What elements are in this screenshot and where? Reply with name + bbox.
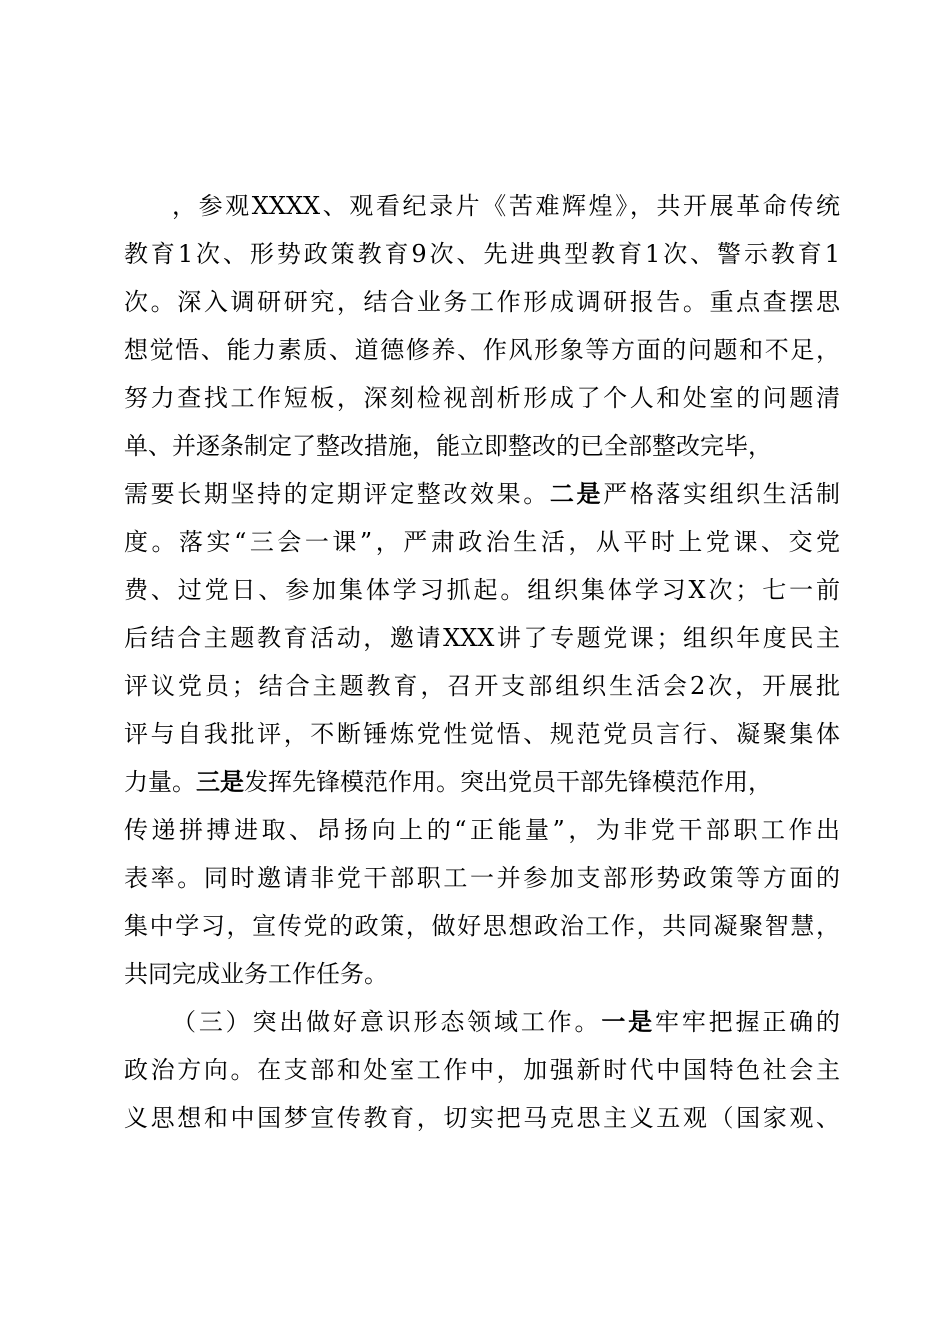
text-line: ，参观XXXX、观看纪录片《苦难辉煌》，共开展革命传统 <box>172 192 840 220</box>
section-heading: （三）突出做好意识形态领域工作。 <box>172 1008 602 1036</box>
emphasis-label: 一是 <box>601 1007 656 1036</box>
text-line: 评议党员；结合主题教育，召开支部组织生活会2次，开展批 <box>124 672 840 700</box>
text-run: 严格落实组织生活制 <box>603 480 840 508</box>
text-line: 共同完成业务工作任务。 <box>124 960 388 988</box>
text-run: 力量。 <box>124 768 196 796</box>
text-run: 需要长期坚持的定期评定整改效果。 <box>124 480 550 508</box>
text-line: 教育1次、形势政策教育9次、先进典型教育1次、警示教育1 <box>124 240 840 268</box>
text-line: 努力查找工作短板，深刻检视剖析形成了个人和处室的问题清 <box>124 384 840 412</box>
text-line <box>124 474 840 514</box>
text-line: 单、并逐条制定了整改措施，能立即整改的已全部整改完毕， <box>124 432 772 460</box>
text-line <box>124 762 840 802</box>
text-line: 想觉悟、能力素质、道德修养、作风形象等方面的问题和不足， <box>124 336 840 364</box>
section-heading-line <box>172 1002 840 1042</box>
text-line: 后结合主题教育活动，邀请XXX讲了专题党课；组织年度民主 <box>124 624 840 652</box>
emphasis-label: 三是 <box>196 767 244 796</box>
text-line: 集中学习，宣传党的政策，做好思想政治工作，共同凝聚智慧， <box>124 912 840 940</box>
text-line: 度。落实“三会一课”，严肃政治生活，从平时上党课、交党 <box>124 528 840 556</box>
text-run: 牢牢把握正确的 <box>655 1008 840 1036</box>
emphasis-label: 二是 <box>549 479 604 508</box>
text-line: 义思想和中国梦宣传教育，切实把马克思主义五观（国家观、 <box>124 1104 840 1132</box>
text-line: 次。深入调研研究，结合业务工作形成调研报告。重点查摆思 <box>124 288 840 316</box>
text-line: 传递拼搏进取、昂扬向上的“正能量”，为非党干部职工作出 <box>124 816 840 844</box>
text-line: 评与自我批评，不断锤炼党性觉悟、规范党员言行、凝聚集体 <box>124 720 840 748</box>
text-line: 政治方向。在支部和处室工作中，加强新时代中国特色社会主 <box>124 1056 840 1084</box>
text-line: 费、过党日、参加集体学习抓起。组织集体学习X次；七一前 <box>124 576 840 604</box>
text-line: 表率。同时邀请非党干部职工一并参加支部形势政策等方面的 <box>124 864 840 892</box>
text-run: 发挥先锋模范作用。突出党员干部先锋模范作用， <box>244 768 772 796</box>
